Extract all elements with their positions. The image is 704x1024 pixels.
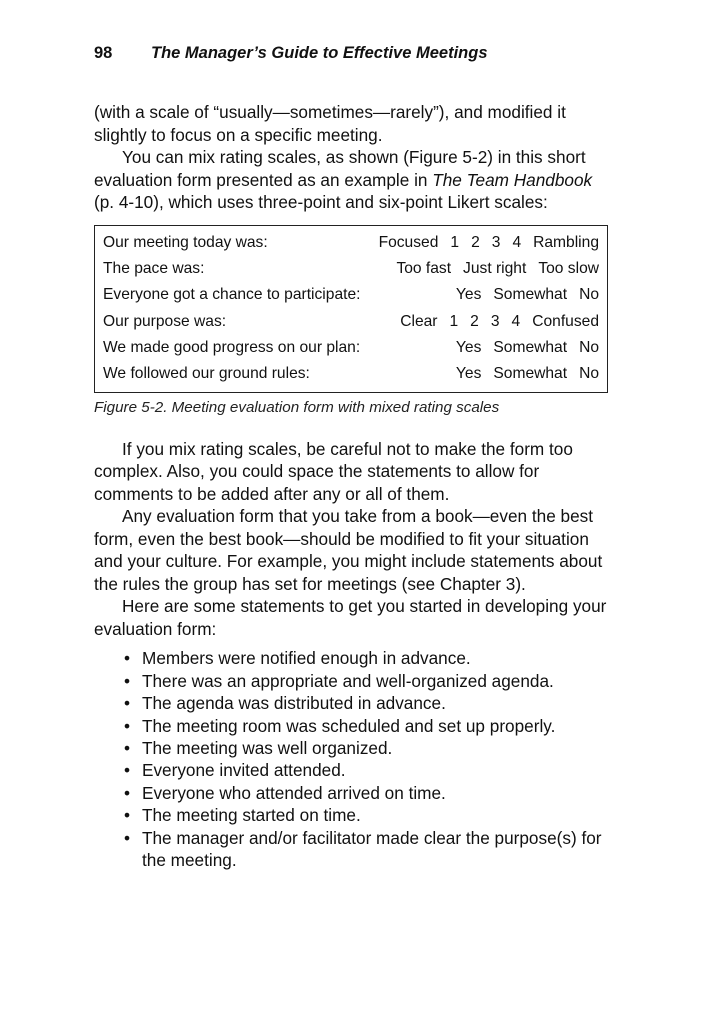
intro-paragraph-2 <box>94 146 614 214</box>
scale-option: 1 <box>450 233 460 251</box>
intro-paragraph-2-post: (p. 4-10), which uses three-point and six-point Likert scales: <box>94 192 548 212</box>
list-item: • The manager and/or facilitator made clear the purpose(s) for the meeting. <box>122 827 614 872</box>
scale-option: 4 <box>511 312 521 330</box>
form-row <box>103 230 599 256</box>
form-question: Our purpose was: <box>103 312 227 330</box>
form-question: We made good progress on our plan: <box>103 339 361 357</box>
list-item: • The meeting started on time. <box>122 804 614 826</box>
list-item: • There was an appropriate and well-organized agenda. <box>122 670 614 692</box>
evaluation-form-figure <box>94 225 608 393</box>
form-scale <box>379 230 599 256</box>
book-citation: The Team Handbook <box>432 169 593 190</box>
running-head <box>94 44 614 70</box>
form-scale <box>400 309 599 335</box>
statement-list <box>122 647 614 871</box>
form-question: Our meeting today was: <box>103 233 268 251</box>
scale-option: Too slow <box>538 259 599 277</box>
scale-option: No <box>579 339 599 357</box>
scale-option: Yes <box>455 286 482 304</box>
scale-option: 2 <box>471 233 480 251</box>
body-paragraph: Here are some statements to get you started in developing your evaluation form: <box>94 596 607 639</box>
scale-option: Just right <box>463 259 527 277</box>
form-row <box>103 256 599 282</box>
list-item: • Everyone who attended arrived on time. <box>122 782 614 804</box>
scale-option: 4 <box>512 233 522 251</box>
list-item: • The meeting room was scheduled and set up properly. <box>122 715 614 737</box>
scale-option: Focused <box>378 233 439 251</box>
scale-option: 3 <box>490 312 500 330</box>
intro-paragraph-1: (with a scale of “usually—sometimes—rarely”), and modified it slightly to focus on a specific meeting. <box>94 102 566 145</box>
scale-option: No <box>579 286 599 304</box>
scale-option: Too fast <box>396 259 452 277</box>
page-number: 98 <box>94 44 113 62</box>
figure-caption: Figure 5-2. Meeting evaluation form with mixed rating scales <box>94 398 500 416</box>
body-paragraph: Any evaluation form that you take from a book—even the best form, even the best book—should be modified to fit your situation and your culture. For example, you might include statements about the rules the group has set for meetings (see Chapter 3). <box>94 506 603 594</box>
scale-option: Rambling <box>533 233 599 251</box>
form-question: Everyone got a chance to participate: <box>103 286 361 304</box>
scale-option: Yes <box>455 339 482 357</box>
scale-option: 2 <box>470 312 479 330</box>
list-item: • Everyone invited attended. <box>122 759 614 781</box>
scale-option: Clear <box>400 312 438 330</box>
list-item: • Members were notified enough in advance. <box>122 647 614 669</box>
intro-paragraph-2-pre: You can mix rating scales, as shown (Figure 5-2) in this short evaluation form presented as an example in <box>94 147 586 190</box>
form-question: The pace was: <box>103 259 205 277</box>
form-row <box>103 335 599 361</box>
scale-option: Confused <box>532 312 599 330</box>
list-item: • The meeting was well organized. <box>122 737 614 759</box>
book-title: The Manager’s Guide to Effective Meetings <box>151 44 488 62</box>
book-page <box>94 44 614 871</box>
scale-option: Somewhat <box>493 365 568 383</box>
scale-option: No <box>579 365 599 383</box>
form-row <box>103 282 599 308</box>
scale-option: 1 <box>449 312 459 330</box>
list-item: • The agenda was distributed in advance. <box>122 692 614 714</box>
form-scale <box>456 335 599 361</box>
body-paragraph: If you mix rating scales, be careful not to make the form too complex. Also, you could space the statements to allow for comments to be added after any or all of them. <box>94 438 573 504</box>
form-scale <box>396 256 599 282</box>
scale-option: Yes <box>455 365 482 383</box>
scale-option: 3 <box>491 233 501 251</box>
form-scale <box>456 282 599 308</box>
form-row <box>103 361 599 387</box>
form-question: We followed our ground rules: <box>103 365 310 383</box>
scale-option: Somewhat <box>493 339 568 357</box>
form-row <box>103 309 599 335</box>
scale-option: Somewhat <box>493 286 568 304</box>
form-scale <box>456 361 599 387</box>
